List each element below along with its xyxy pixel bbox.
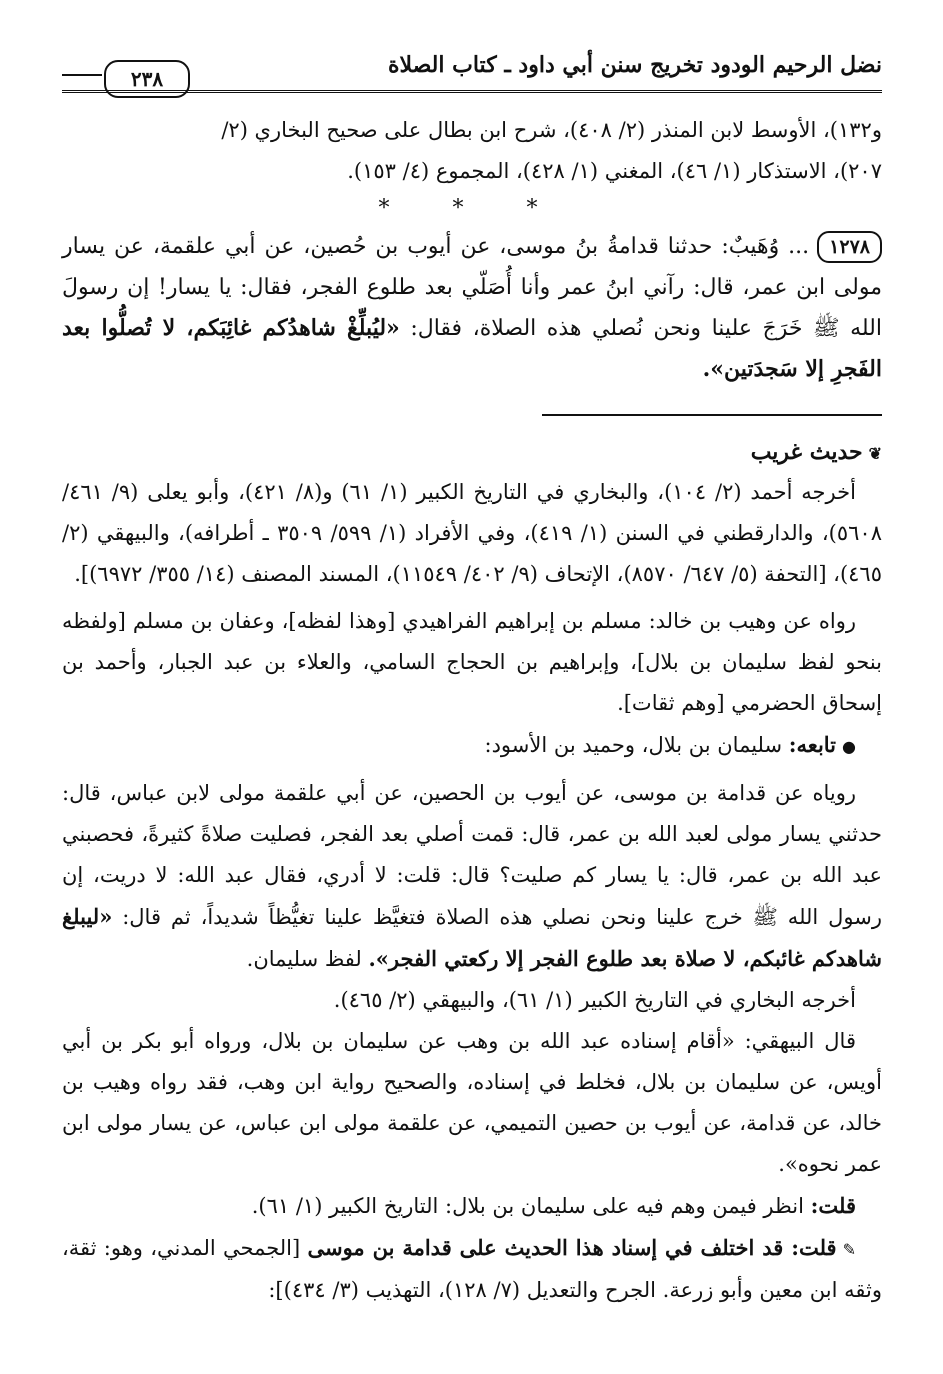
hadith-quote: «ليُبلِّغْ شاهدُكم غائِبَكم، لا تُصلُّوا بعد الفَجرِ إلا سَجدَتين». — [62, 315, 882, 382]
commentary-p8 — [62, 1227, 882, 1311]
p4-quote: «ليبلغ شاهدكم غائبكم، لا صلاة بعد طلوع الفجر إلا ركعتي الفجر». — [62, 904, 882, 971]
hadith-number: ١٢٧٨ — [817, 231, 882, 263]
running-title: نضل الرحيم الودود تخريج سنن أبي داود ـ كتاب الصلاة — [387, 52, 882, 78]
document-page — [62, 38, 882, 1311]
header-rule-left — [62, 74, 102, 76]
commentary-p3 — [62, 724, 882, 767]
hadith-grade: ❦حديث غريب — [750, 439, 882, 465]
commentary-p7 — [62, 1185, 882, 1227]
p7-text: انظر فيمن وهم فيه على سليمان بن بلال: التاريخ الكبير (١/ ٦١). — [251, 1194, 804, 1218]
p4-tail: لفظ سليمان. — [246, 947, 362, 971]
header-rule — [62, 90, 882, 93]
note-icon: ✎ — [842, 1240, 857, 1259]
commentary-p1: أخرجه أحمد (٢/ ١٠٤)، والبخاري في التاريخ الكبير (١/ ٦١) و(٨/ ٤٢١)، وأبو يعلى (٩/ ٤٦١/ ٥٦٠٨)، والدارقطني في السنن (١/ ٤١٩)، وفي الأفراد (١/ ٥٩٩/ ٣٥٠٩ ـ أطرافه)، والبيهقي (٢/ ٤٦٥)، [التحفة (٥/ ٦٤٧/ ٨٥٧٠)، الإتحاف (٩/ ٤٠٢/ ١١٥٤٩)، المسند المصنف (١٤/ ٣٥٥/ ٦٩٧٢)]. — [62, 480, 882, 586]
footnote-separator — [542, 414, 882, 416]
p4-intro: روياه عن قدامة بن موسى، عن أيوب بن الحصين، عن أبي علقمة مولى لابن عباس، قال: حدثني يسار مولى لعبد الله بن عمر، قال: قمت أصلي بعد الفجر، فصليت صلاةً كثيرةً، فحصبني عبد الله بن عمر، قال: يا يسار كم صليت؟ قال: قلت: لا أدري، فقال عبد الله: لا دريت، إن رسول الله ﷺ خرج علينا ونحن نصلي هذه الصلاة فتغيَّظ علينا تغيُّظاً شديداً، ثم قال: — [62, 781, 882, 929]
grade-marker-icon: ❦ — [868, 444, 882, 463]
page-number: ٢٣٨ — [104, 60, 190, 98]
commentary-p6: قال البيهقي: «أقام إسناده عبد الله بن وهب عن سليمان بن بلال، ورواه أبو بكر بن أبي أويس، عن سليمان بن بلال، فخلط في إسناده، والصحيح رواية ابن وهب، فقد رواه وهيب بن خالد، عن قدامة، عن أيوب بن حصين التميمي، عن علقمة مولى ابن عباس، عن يسار مولى ابن عمر نحوه». — [62, 1029, 882, 1176]
commentary-p5: أخرجه البخاري في التاريخ الكبير (١/ ٦١)، والبيهقي (٢/ ٤٦٥). — [333, 988, 856, 1012]
p8-text: [الجمحي المدني، وهو: ثقة، وثقه ابن معين وأبو زرعة. الجرح والتعديل (٧/ ١٢٨)، التهذيب (٣/ ٤٣٤)]: — [62, 1236, 882, 1302]
page-header — [62, 38, 882, 98]
p7-label: قلت: — [810, 1193, 856, 1218]
bullet-icon: ● — [842, 737, 856, 756]
refs-tail-line-1: و١٣٢)، الأوسط لابن المنذر (٢/ ٤٠٨)، شرح ابن بطال على صحيح البخاري (٢/ — [221, 118, 882, 142]
section-stars: * * * — [378, 196, 566, 221]
refs-tail-line-2: ٢٠٧)، الاستذكار (١/ ٤٦)، المغني (١/ ٤٢٨)، المجموع (٤/ ١٥٣). — [347, 159, 882, 183]
p3-label: تابعه: — [788, 732, 837, 757]
p8-bold: قلت: قد اختلف في إسناد هذا الحديث على قدامة بن موسى — [307, 1235, 837, 1260]
hadith-text — [62, 226, 882, 390]
commentary-p2: رواه عن وهيب بن خالد: مسلم بن إبراهيم الفراهيدي [وهذا لفظه]، وعفان بن مسلم [ولفظه بنحو لفظ سليمان بن بلال]، وإبراهيم بن الحجاج السامي، والعلاء بن عبد الجبار، وأحمد بن إسحاق الحضرمي [وهم ثقات]. — [62, 609, 882, 715]
p3-text: سليمان بن بلال، وحميد بن الأسود: — [484, 733, 783, 757]
commentary-p4 — [62, 773, 882, 980]
hadith-intro: ... وُهَيبٌ: حدثنا قدامةُ بنُ موسى، عن أيوب بن حُصين، عن أبي علقمة، عن يسار مولى ابن عمر، قال: رآني ابنُ عمر وأنا أُصَلّي بعد طلوع الفجر، فقال: يا يسار! إن رسولَ الله ﷺ خَرَجَ علينا ونحن نُصلي هذه الصلاة، فقال: — [62, 234, 882, 341]
